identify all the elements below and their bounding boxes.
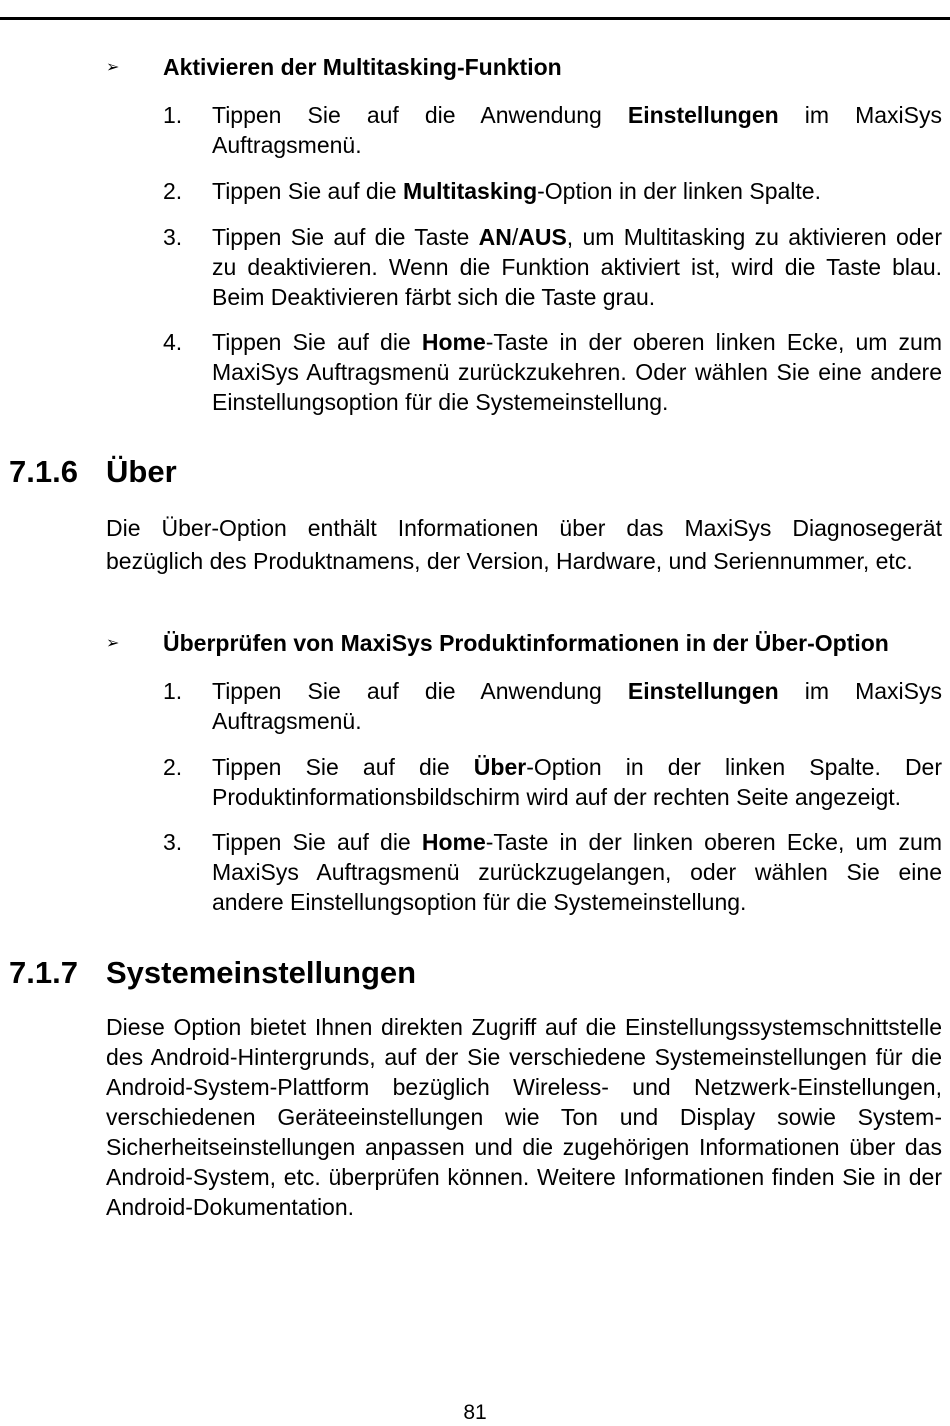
step-text: Tippen Sie auf die Taste AN/AUS, um Multitasking zu aktivieren oder zu deaktivieren. Wenn die Funktion aktiviert ist, wird die Taste blau. Beim Deaktivieren färbt sich die Taste grau. (212, 224, 942, 310)
arrow-bullet-icon: ➢ (106, 59, 120, 76)
section-paragraph: Diese Option bietet Ihnen direkten Zugriff auf die Einstellungssystemschnittstelle des Android-Hintergrunds, auf der Sie verschiedene Systemeinstellungen für die Android-System-Plattform bezüglich Wireless- und Netzwerk-Einstellungen, verschiedenen Geräteeinstellungen wie Ton und Display sowie System-Sicherheitseinstellungen anpassen und die zugehörigen Informationen über das Android-System, etc. überprüfen können. Weitere Informationen finden Sie in der Android-Dokumentation. (106, 1014, 942, 1220)
section-title: Über (106, 454, 177, 489)
step-text: Tippen Sie auf die Home-Taste in der oberen linken Ecke, um zum MaxiSys Auftragsmenü zurückzukehren. Oder wählen Sie eine andere Einstellungsoption für die Systemeinstellung. (212, 329, 942, 415)
page-number: 81 (463, 1401, 487, 1424)
step-text: Tippen Sie auf die Multitasking-Option in der linken Spalte. (212, 178, 821, 204)
step-number: 1. (163, 102, 183, 128)
step-number: 4. (163, 329, 183, 355)
step-text: Tippen Sie auf die Home-Taste in der linken oberen Ecke, um zum MaxiSys Auftragsmenü zurückzugelangen, oder wählen Sie eine andere Einstellungsoption für die Systemeinstellung. (212, 829, 942, 915)
section-number: 7.1.6 (9, 454, 78, 489)
header-rule (0, 17, 950, 20)
section-paragraph: Die Über-Option enthält Informationen über das MaxiSys Diagnosegerät bezüglich des Produktnamens, der Version, Hardware, und Seriennummer, etc. (106, 515, 942, 574)
section-number: 7.1.7 (9, 955, 78, 990)
arrow-bullet-icon: ➢ (106, 635, 120, 652)
step-text: Tippen Sie auf die Anwendung Einstellungen im MaxiSys Auftragsmenü. (212, 102, 942, 158)
step-number: 3. (163, 829, 183, 855)
step-number: 2. (163, 754, 183, 780)
task-heading-text: Überprüfen von MaxiSys Produktinformationen in der Über-Option (163, 630, 889, 656)
step-number: 1. (163, 678, 183, 704)
step-text: Tippen Sie auf die Über-Option in der linken Spalte. Der Produktinformationsbildschirm wird auf der rechten Seite angezeigt. (212, 754, 942, 810)
step-text: Tippen Sie auf die Anwendung Einstellungen im MaxiSys Auftragsmenü. (212, 678, 942, 734)
step-number: 3. (163, 224, 183, 250)
step-number: 2. (163, 178, 183, 204)
section-title: Systemeinstellungen (106, 955, 417, 990)
task-heading-text: Aktivieren der Multitasking-Funktion (163, 54, 562, 80)
